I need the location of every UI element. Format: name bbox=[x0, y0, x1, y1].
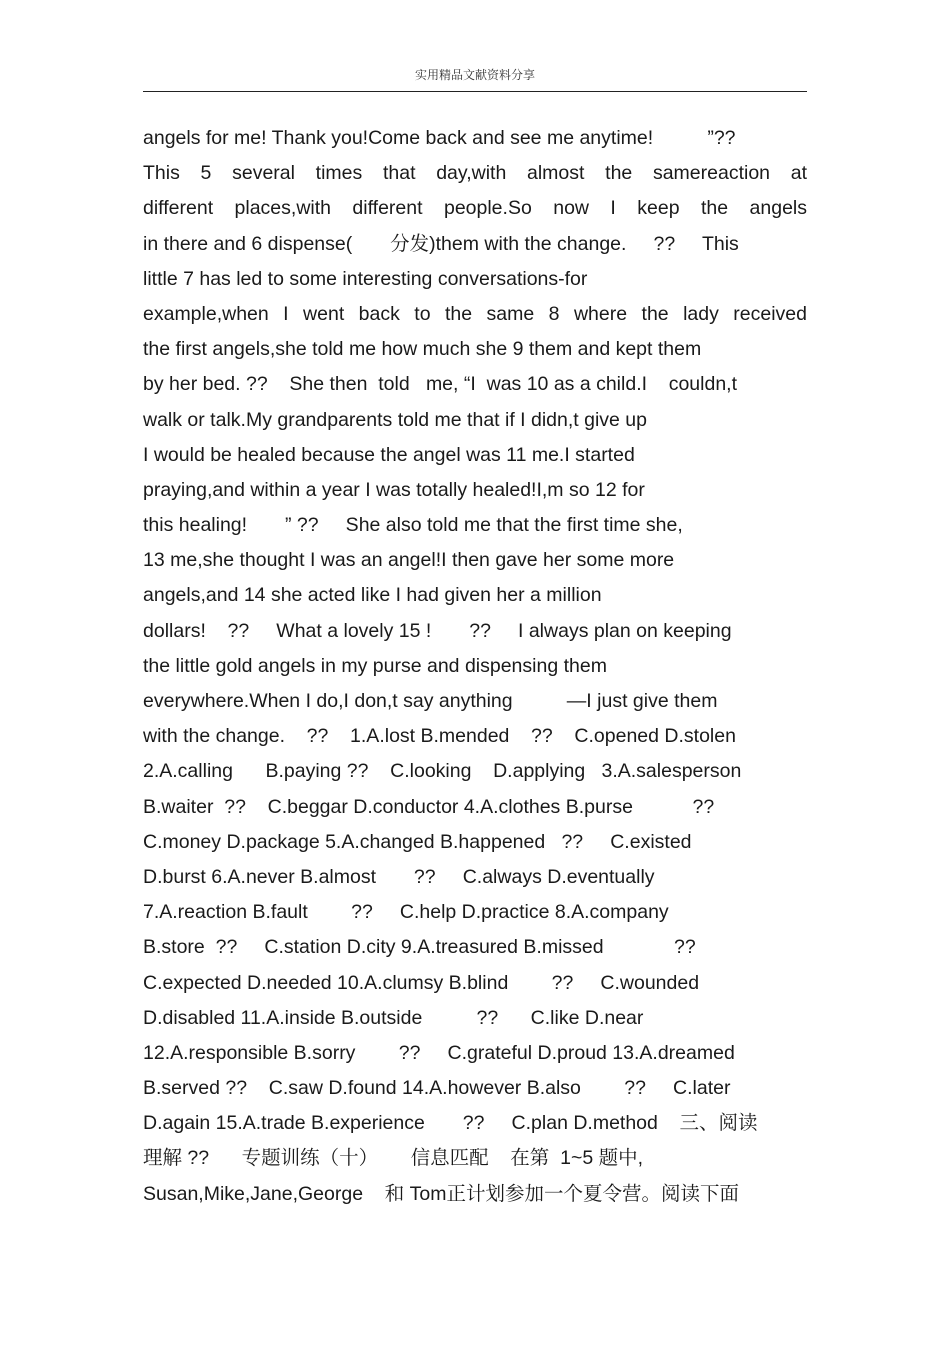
text-line: B.store ?? C.station D.city 9.A.treasured B.missed ?? bbox=[143, 936, 696, 959]
text-line: angels for me! Thank you!Come back and see me anytime! ”?? bbox=[143, 127, 736, 149]
text-line: This 5 several times that day,with almost the samereaction at bbox=[143, 162, 807, 185]
text-line: angels,and 14 she acted like I had given her a million bbox=[143, 584, 602, 607]
text-line: in there and 6 dispense( 分发)them with the change. ?? This bbox=[143, 232, 739, 255]
text-line: Susan,Mike,Jane,George 和 Tom正计划参加一个夏令营。阅读下面 bbox=[143, 1182, 739, 1205]
text-line: by her bed. ?? She then told me, “I was 10 as a child.I couldn,t bbox=[143, 373, 737, 396]
text-line: 12.A.responsible B.sorry ?? C.grateful D.proud 13.A.dreamed bbox=[143, 1041, 735, 1064]
text-line: D.burst 6.A.never B.almost ?? C.always D.eventually bbox=[143, 865, 655, 888]
text-line: the little gold angels in my purse and dispensing them bbox=[143, 654, 607, 677]
page-header: 实用精品文献资料分享 bbox=[414, 68, 535, 82]
text-line: 7.A.reaction B.fault ?? C.help D.practice 8.A.company bbox=[143, 901, 669, 924]
text-line: 13 me,she thought I was an angel!I then gave her some more bbox=[143, 549, 675, 572]
text-line: the first angels,she told me how much she 9 them and kept them bbox=[143, 338, 702, 361]
document-body bbox=[143, 121, 807, 1212]
text-line: walk or talk.My grandparents told me that if I didn,t give up bbox=[143, 408, 648, 431]
text-line: dollars! ?? What a lovely 15 ! ?? I always plan on keeping bbox=[143, 619, 732, 642]
text-line: 2.A.calling B.paying ?? C.looking D.applying 3.A.salesperson bbox=[143, 760, 742, 783]
text-line: B.served ?? C.saw D.found 14.A.however B.also ?? C.later bbox=[143, 1077, 731, 1100]
text-line: B.waiter ?? C.beggar D.conductor 4.A.clothes B.purse ?? bbox=[143, 795, 715, 818]
text-line: little 7 has led to some interesting conversations-for bbox=[143, 267, 588, 290]
text-line: this healing! ” ?? She also told me that the first time she, bbox=[143, 514, 683, 537]
text-line: with the change. ?? 1.A.lost B.mended ?? C.opened D.stolen bbox=[143, 725, 736, 748]
header-rule bbox=[143, 91, 807, 92]
text-line: D.disabled 11.A.inside B.outside ?? C.like D.near bbox=[143, 1006, 644, 1029]
text-line: D.again 15.A.trade B.experience ?? C.plan D.method 三、阅读 bbox=[143, 1112, 758, 1135]
text-line: example,when I went back to the same 8 where the lady received bbox=[143, 302, 807, 325]
text-line: I would be healed because the angel was 11 me.I started bbox=[143, 443, 635, 466]
text-line: everywhere.When I do,I don,t say anything —I just give them bbox=[143, 690, 718, 712]
text-line: praying,and within a year I was totally healed!I,m so 12 for bbox=[143, 478, 645, 501]
text-line: different places,with different people.So now I keep the angels bbox=[143, 197, 807, 220]
text-line: 理解 ?? 专题训练（十） 信息匹配 在第 1~5 题中, bbox=[143, 1147, 644, 1170]
text-line: C.expected D.needed 10.A.clumsy B.blind ?? C.wounded bbox=[143, 971, 700, 994]
text-line: C.money D.package 5.A.changed B.happened ?? C.existed bbox=[143, 830, 692, 853]
